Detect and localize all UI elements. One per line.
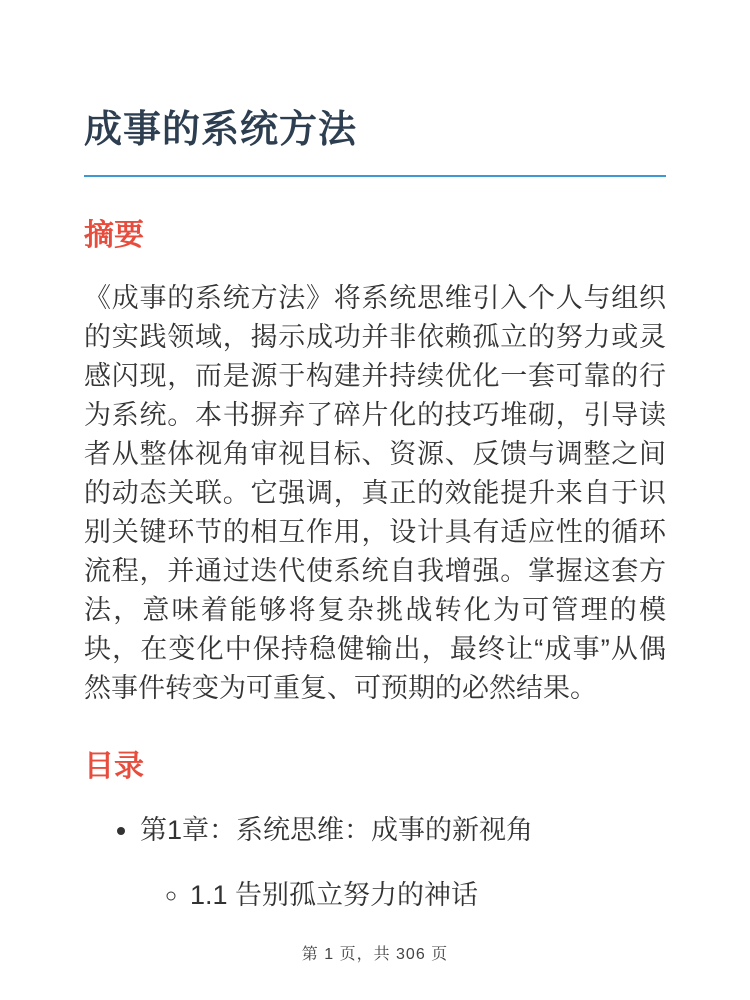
toc-item-chapter-1 — [140, 811, 666, 915]
abstract-heading: 摘要 — [84, 218, 144, 252]
toc-item-section-1-1 — [190, 876, 666, 915]
abstract-paragraph: 《成事的系统方法》将系统思维引入个人与组织的实践领域，揭示成功并非依赖孤立的努力或灵感闪现，而是源于构建并持续优化一套可靠的行为系统。本书摒弃了碎片化的技巧堆砌，引导读者从整体视角审视目标、资源、反馈与调整之间的动态关联。它强调，真正的效能提升来自于识别关键环节的相互作用，设计具有适应性的循环流程，并通过迭代使系统自我增强。掌握这套方法，意味着能够将复杂挑战转化为可管理的模块，在变化中保持稳健输出，最终让“成事”从偶然事件转变为可重复、可预期的必然结果。 — [84, 283, 666, 704]
toc-item-chapter-1-label: 第1章：系统思维：成事的新视角 — [140, 814, 534, 845]
toc-heading: 目录 — [84, 750, 144, 784]
page-number-indicator: 第 1 页，共 306 页 — [301, 946, 449, 963]
title-divider — [84, 175, 666, 177]
page-title: 成事的系统方法 — [84, 109, 358, 151]
toc-item-section-1-1-label: 1.1 告别孤立努力的神话 — [190, 879, 479, 910]
toc-sublist-chapter-1 — [140, 876, 666, 915]
toc-list — [84, 811, 666, 915]
